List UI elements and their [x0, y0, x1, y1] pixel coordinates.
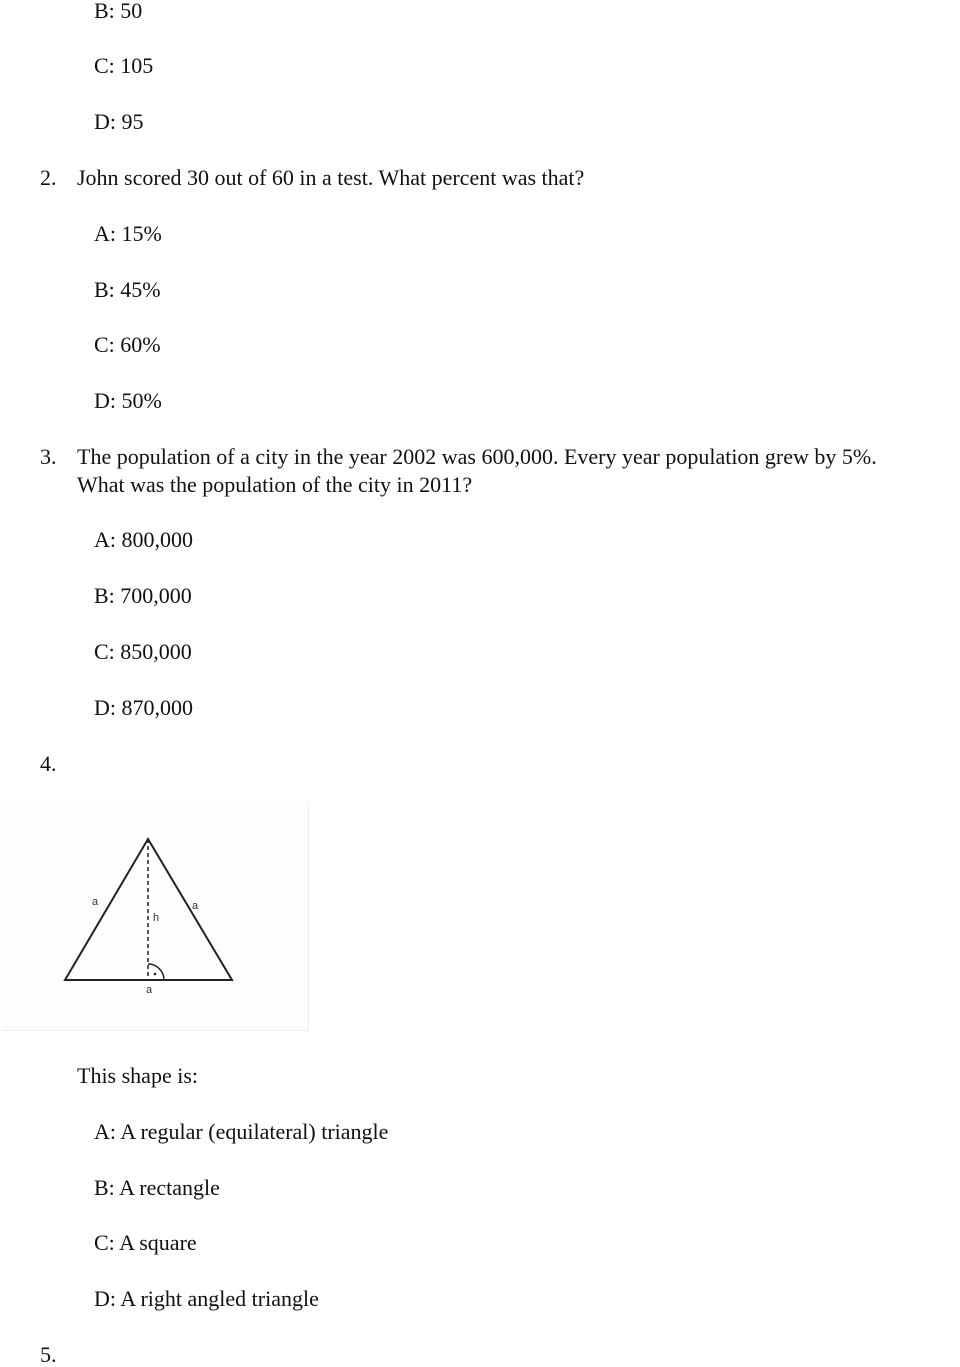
q3-option-a: A: 800,000 — [94, 527, 193, 552]
q2-option-c: C: 60% — [94, 332, 161, 357]
q1-option-b: B: 50 — [94, 0, 143, 23]
label-left-side: a — [92, 896, 99, 908]
label-height: h — [153, 912, 160, 924]
q4-option-c: C: A square — [94, 1230, 197, 1255]
q4-option-a: A: A regular (equilateral) triangle — [94, 1119, 389, 1144]
triangle-figure — [3, 802, 309, 1031]
right-angle-dot — [154, 973, 157, 976]
q4-option-d: D: A right angled triangle — [94, 1286, 319, 1311]
q4-text: This shape is: — [77, 1063, 198, 1088]
q3-option-c: C: 850,000 — [94, 639, 192, 664]
q1-option-c: C: 105 — [94, 53, 154, 78]
q5-number: 5. — [40, 1342, 57, 1367]
q2-number: 2. — [40, 165, 57, 190]
q2-option-d: D: 50% — [94, 388, 162, 413]
q3-number: 3. — [40, 444, 57, 469]
label-base: a — [146, 984, 153, 996]
q2-text: John scored 30 out of 60 in a test. What percent was that? — [77, 165, 585, 190]
right-angle-marker — [148, 964, 164, 980]
q1-option-d: D: 95 — [94, 109, 144, 134]
q3-option-b: B: 700,000 — [94, 583, 192, 608]
q2-option-b: B: 45% — [94, 277, 161, 302]
q3-text-line1: The population of a city in the year 2002 was 600,000. Every year population grew by 5%. — [77, 444, 877, 469]
q3-text-line2: What was the population of the city in 2011? — [77, 472, 473, 497]
q2-option-a: A: 15% — [94, 221, 162, 246]
q4-option-b: B: A rectangle — [94, 1175, 220, 1200]
label-right-side: a — [192, 900, 199, 912]
q4-number: 4. — [40, 751, 57, 776]
q3-option-d: D: 870,000 — [94, 695, 193, 720]
